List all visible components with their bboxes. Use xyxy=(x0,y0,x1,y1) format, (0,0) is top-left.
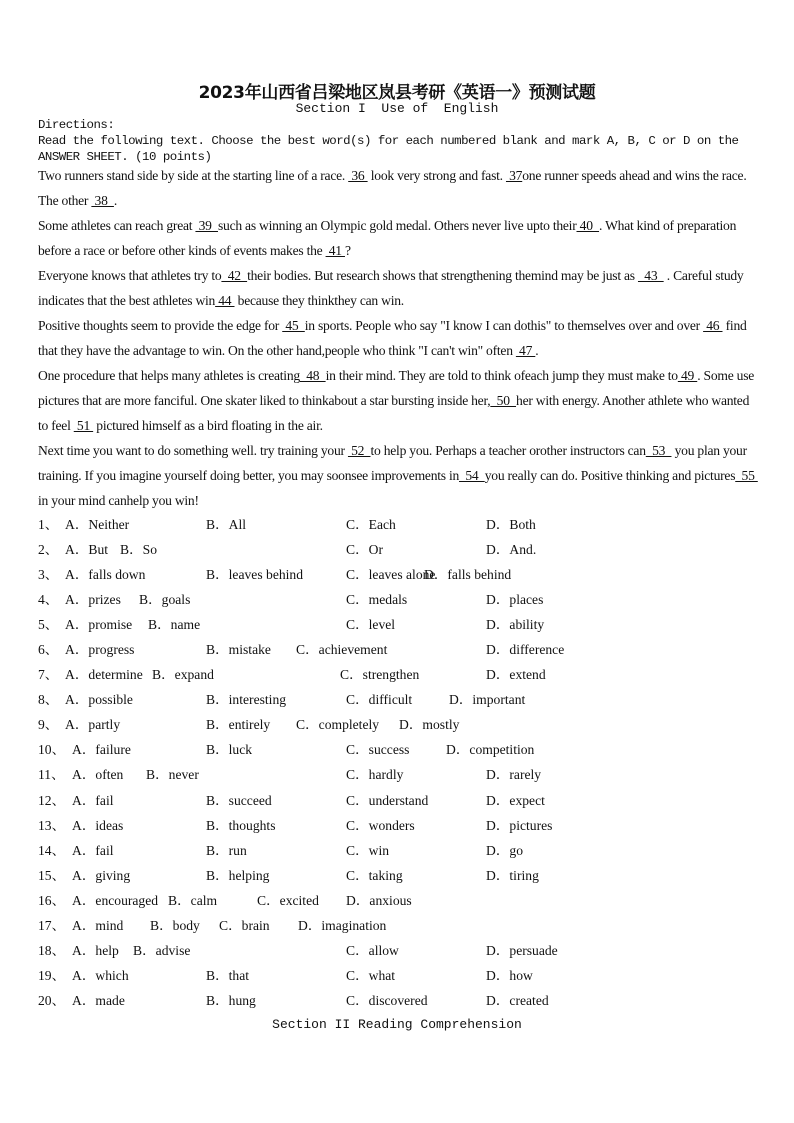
option-a[interactable]: A．But xyxy=(65,542,109,558)
option-d[interactable]: D．pictures xyxy=(486,817,553,833)
directions-text xyxy=(38,134,768,165)
option-c[interactable]: C．excited xyxy=(257,892,319,908)
answer-blank: 38 xyxy=(91,193,114,208)
passage-text: to help you. Perhaps a teacher orother instructors can xyxy=(370,443,646,458)
answer-blank: 37 xyxy=(505,168,523,183)
option-a[interactable]: A．fail xyxy=(72,842,114,858)
passage-text: find that they have the advantage to win. On the other hand,people who think "I can't win" often xyxy=(38,318,747,358)
answer-blank: 46 xyxy=(703,318,723,333)
passage-text: . Careful study indicates that the best athletes win xyxy=(38,268,744,308)
paragraph xyxy=(38,313,758,363)
option-a[interactable]: A．fail xyxy=(72,792,114,808)
option-b[interactable]: B．name xyxy=(148,617,201,633)
question-number: 19、 xyxy=(38,967,66,983)
cloze-passage xyxy=(38,163,758,513)
option-a[interactable]: A．help xyxy=(72,942,119,958)
option-c[interactable]: C．strengthen xyxy=(340,667,420,683)
question-number: 6、 xyxy=(38,642,59,658)
passage-text: . xyxy=(535,343,539,358)
answer-blank: 45 xyxy=(282,318,305,333)
answer-blank: 52 xyxy=(347,443,371,458)
option-a[interactable]: A．mind xyxy=(72,917,124,933)
question-number: 15、 xyxy=(38,867,66,883)
option-c[interactable]: C．leaves alone xyxy=(346,567,436,583)
option-d[interactable]: D．anxious xyxy=(346,892,412,908)
option-c[interactable]: C．level xyxy=(346,617,396,633)
question-number: 10、 xyxy=(38,742,66,758)
question-number: 20、 xyxy=(38,992,66,1008)
option-b[interactable]: B．interesting xyxy=(206,692,287,708)
option-c[interactable]: C．success xyxy=(346,742,410,758)
question-row xyxy=(38,889,768,914)
paragraph xyxy=(38,163,758,213)
option-c[interactable]: C．wonders xyxy=(346,817,415,833)
option-c[interactable]: C．Each xyxy=(346,517,396,532)
option-d[interactable]: D．rarely xyxy=(486,767,542,783)
option-d[interactable]: D．important xyxy=(449,692,526,708)
option-a[interactable]: A．partly xyxy=(65,717,121,733)
option-c[interactable]: C．win xyxy=(346,842,390,858)
paragraph xyxy=(38,263,758,313)
option-a[interactable]: A．ideas xyxy=(72,817,124,833)
passage-text: such as winning an Olympic gold medal. Others never live upto their xyxy=(217,218,577,233)
question-number: 7、 xyxy=(38,667,59,683)
option-c[interactable]: C．brain xyxy=(219,917,270,933)
option-d[interactable]: D．how xyxy=(486,967,533,983)
passage-text: Everyone knows that athletes try to xyxy=(38,268,222,283)
option-d[interactable]: D．tiring xyxy=(486,867,539,883)
answer-blank: 49 xyxy=(677,368,698,383)
option-b[interactable]: B．body xyxy=(150,917,200,933)
option-a[interactable]: A．possible xyxy=(65,692,133,708)
paragraph xyxy=(38,213,758,263)
directions-line: ANSWER SHEET. (10 points) xyxy=(38,149,212,164)
passage-text: one runner speeds ahead and wins the race. The other xyxy=(38,168,747,208)
answer-blank: 44 xyxy=(215,293,235,308)
question-options xyxy=(38,513,768,1014)
passage-text: look very strong and fast. xyxy=(367,168,506,183)
option-a[interactable]: A．prizes xyxy=(65,592,121,608)
passage-text: in their mind. They are told to think ofeach jump they must make to xyxy=(325,368,678,383)
option-c[interactable]: C．difficult xyxy=(346,692,413,708)
paragraph xyxy=(38,363,758,438)
question-number: 13、 xyxy=(38,817,66,833)
answer-blank: 42 xyxy=(221,268,248,283)
question-number: 4、 xyxy=(38,592,59,608)
option-b[interactable]: B．run xyxy=(206,842,247,858)
answer-blank: 48 xyxy=(299,368,326,383)
option-b[interactable]: B．hung xyxy=(206,992,256,1008)
question-row xyxy=(38,738,768,763)
option-a[interactable]: A．encouraged xyxy=(72,892,159,908)
directions-line: Read the following text. Choose the best word(s) for each numbered blank and mark A, B, C or D on the xyxy=(38,134,739,148)
option-a[interactable]: A．falls down xyxy=(65,567,146,583)
question-row xyxy=(38,789,768,814)
option-d[interactable]: D．difference xyxy=(486,642,565,658)
option-b[interactable]: B．leaves behind xyxy=(206,567,304,583)
passage-text: her with energy. Another athlete who wanted to feel xyxy=(38,393,750,433)
question-row xyxy=(38,663,768,688)
option-d[interactable]: D．places xyxy=(486,592,544,608)
question-row xyxy=(38,538,768,563)
question-row xyxy=(38,588,768,613)
option-c[interactable]: C．taking xyxy=(346,867,403,883)
passage-text: Positive thoughts seem to provide the edge for xyxy=(38,318,283,333)
answer-blank: 40 xyxy=(576,218,600,233)
answer-blank: 51 xyxy=(73,418,94,433)
passage-text: . Some use pictures that are more fanciful. One skater liked to thinkabout a star bursting inside her, xyxy=(38,368,755,408)
option-a[interactable]: A．determine xyxy=(65,667,143,683)
passage-text: you plan your training. If you imagine yourself doing better, you may soonsee improvements in xyxy=(38,443,747,483)
question-number: 18、 xyxy=(38,942,66,958)
answer-blank: 39 xyxy=(195,218,218,233)
option-c[interactable]: C．completely xyxy=(296,717,380,733)
option-a[interactable]: A．progress xyxy=(65,642,135,658)
passage-text: in sports. People who say "I know I can dothis" to themselves over and over xyxy=(304,318,704,333)
passage-text: because they thinkthey can win. xyxy=(234,293,404,308)
passage-text: pictured himself as a bird floating in the air. xyxy=(93,418,323,433)
passage-text: . xyxy=(113,193,118,208)
answer-blank: 55 xyxy=(735,468,758,483)
question-number: 16、 xyxy=(38,892,66,908)
passage-text: One procedure that helps many athletes is creating xyxy=(38,368,300,383)
option-d[interactable]: D．And. xyxy=(486,542,537,558)
question-row xyxy=(38,763,768,788)
option-c[interactable]: C．understand xyxy=(346,792,429,808)
question-row xyxy=(38,513,768,538)
directions-label: Directions: xyxy=(38,118,115,132)
option-c[interactable]: C．what xyxy=(346,967,396,983)
option-b[interactable]: B．expand xyxy=(152,667,214,683)
passage-text: . What kind of preparation before a race or before other kinds of events makes the xyxy=(38,218,737,258)
option-c[interactable]: C．allow xyxy=(346,942,399,958)
option-b[interactable]: B．that xyxy=(206,967,250,983)
question-number: 12、 xyxy=(38,792,66,808)
option-b[interactable]: B．calm xyxy=(168,892,218,908)
question-row xyxy=(38,563,768,588)
question-number: 1、 xyxy=(38,517,59,532)
option-b[interactable]: B．entirely xyxy=(206,717,271,733)
option-d[interactable]: D．expect xyxy=(486,792,545,808)
option-b[interactable]: B．luck xyxy=(206,742,253,758)
passage-text: Next time you want to do something well. try training your xyxy=(38,443,348,458)
option-d[interactable]: D．falls behind xyxy=(424,567,512,583)
question-number: 11、 xyxy=(38,767,65,783)
question-row xyxy=(38,939,768,964)
option-a[interactable]: A．promise xyxy=(65,617,133,633)
passage-text: Some athletes can reach great xyxy=(38,218,196,233)
option-d[interactable]: D．extend xyxy=(486,667,546,683)
section-heading: Section I Use of English xyxy=(295,101,499,116)
option-d[interactable]: D．ability xyxy=(486,617,545,633)
option-b[interactable]: B．advise xyxy=(133,942,191,958)
option-d[interactable]: D．mostly xyxy=(399,717,460,733)
option-b[interactable]: B．thoughts xyxy=(206,817,276,833)
option-c[interactable]: C．hardly xyxy=(346,767,404,783)
option-c[interactable]: C．achievement xyxy=(296,642,388,658)
question-row xyxy=(38,713,768,738)
option-b[interactable]: B．goals xyxy=(139,592,191,608)
option-b[interactable]: B．succeed xyxy=(206,792,272,808)
answer-blank: 36 xyxy=(348,168,368,183)
option-a[interactable]: A．giving xyxy=(72,867,131,883)
passage-text: their bodies. But research shows that strengthening themind may be just as xyxy=(247,268,638,283)
answer-blank: 47 xyxy=(515,343,536,358)
question-row xyxy=(38,688,768,713)
option-c[interactable]: C．discovered xyxy=(346,992,428,1008)
passage-text: in your mind canhelp you win! xyxy=(38,493,199,508)
answer-blank: 50 xyxy=(490,393,517,408)
option-b[interactable]: B．never xyxy=(146,767,199,783)
answer-blank: 54 xyxy=(459,468,485,483)
answer-blank: 43 xyxy=(637,268,664,283)
question-row xyxy=(38,814,768,839)
question-number: 8、 xyxy=(38,692,59,708)
paragraph xyxy=(38,438,758,513)
option-c[interactable]: C．medals xyxy=(346,592,408,608)
option-d[interactable]: D．Both xyxy=(486,517,536,532)
question-number: 5、 xyxy=(38,617,59,633)
option-d[interactable]: D．go xyxy=(486,842,524,858)
answer-blank: 41 xyxy=(325,243,345,258)
question-row xyxy=(38,964,768,989)
question-row xyxy=(38,914,768,939)
question-row xyxy=(38,839,768,864)
question-row xyxy=(38,989,768,1014)
question-number: 9、 xyxy=(38,717,59,733)
option-a[interactable]: A．often xyxy=(72,767,124,783)
answer-blank: 53 xyxy=(645,443,672,458)
passage-text: ? xyxy=(344,243,351,258)
option-d[interactable]: D．created xyxy=(486,992,549,1008)
option-a[interactable]: A．made xyxy=(72,992,125,1008)
question-row xyxy=(38,864,768,889)
option-d[interactable]: D．persuade xyxy=(486,942,558,958)
option-d[interactable]: D．imagination xyxy=(298,917,387,933)
option-b[interactable]: B．All xyxy=(206,517,247,532)
question-number: 3、 xyxy=(38,567,59,583)
option-a[interactable]: A．which xyxy=(72,967,129,983)
question-row xyxy=(38,638,768,663)
passage-text: you really can do. Positive thinking and pictures xyxy=(484,468,736,483)
section-heading-reading: Section II Reading Comprehension xyxy=(272,1017,522,1032)
passage-text: Two runners stand side by side at the starting line of a race. xyxy=(38,168,349,183)
option-b[interactable]: B．mistake xyxy=(206,642,271,658)
question-number: 14、 xyxy=(38,842,66,858)
option-b[interactable]: B．So xyxy=(120,542,158,558)
option-d[interactable]: D．competition xyxy=(446,742,535,758)
question-row xyxy=(38,613,768,638)
option-a[interactable]: A．Neither xyxy=(65,517,130,532)
question-number: 17、 xyxy=(38,917,66,933)
option-b[interactable]: B．helping xyxy=(206,867,270,883)
page-title: 2023年山西省吕梁地区岚县考研《英语一》预测试题 xyxy=(198,83,596,103)
option-a[interactable]: A．failure xyxy=(72,742,131,758)
question-number: 2、 xyxy=(38,542,59,558)
option-c[interactable]: C．Or xyxy=(346,542,384,558)
